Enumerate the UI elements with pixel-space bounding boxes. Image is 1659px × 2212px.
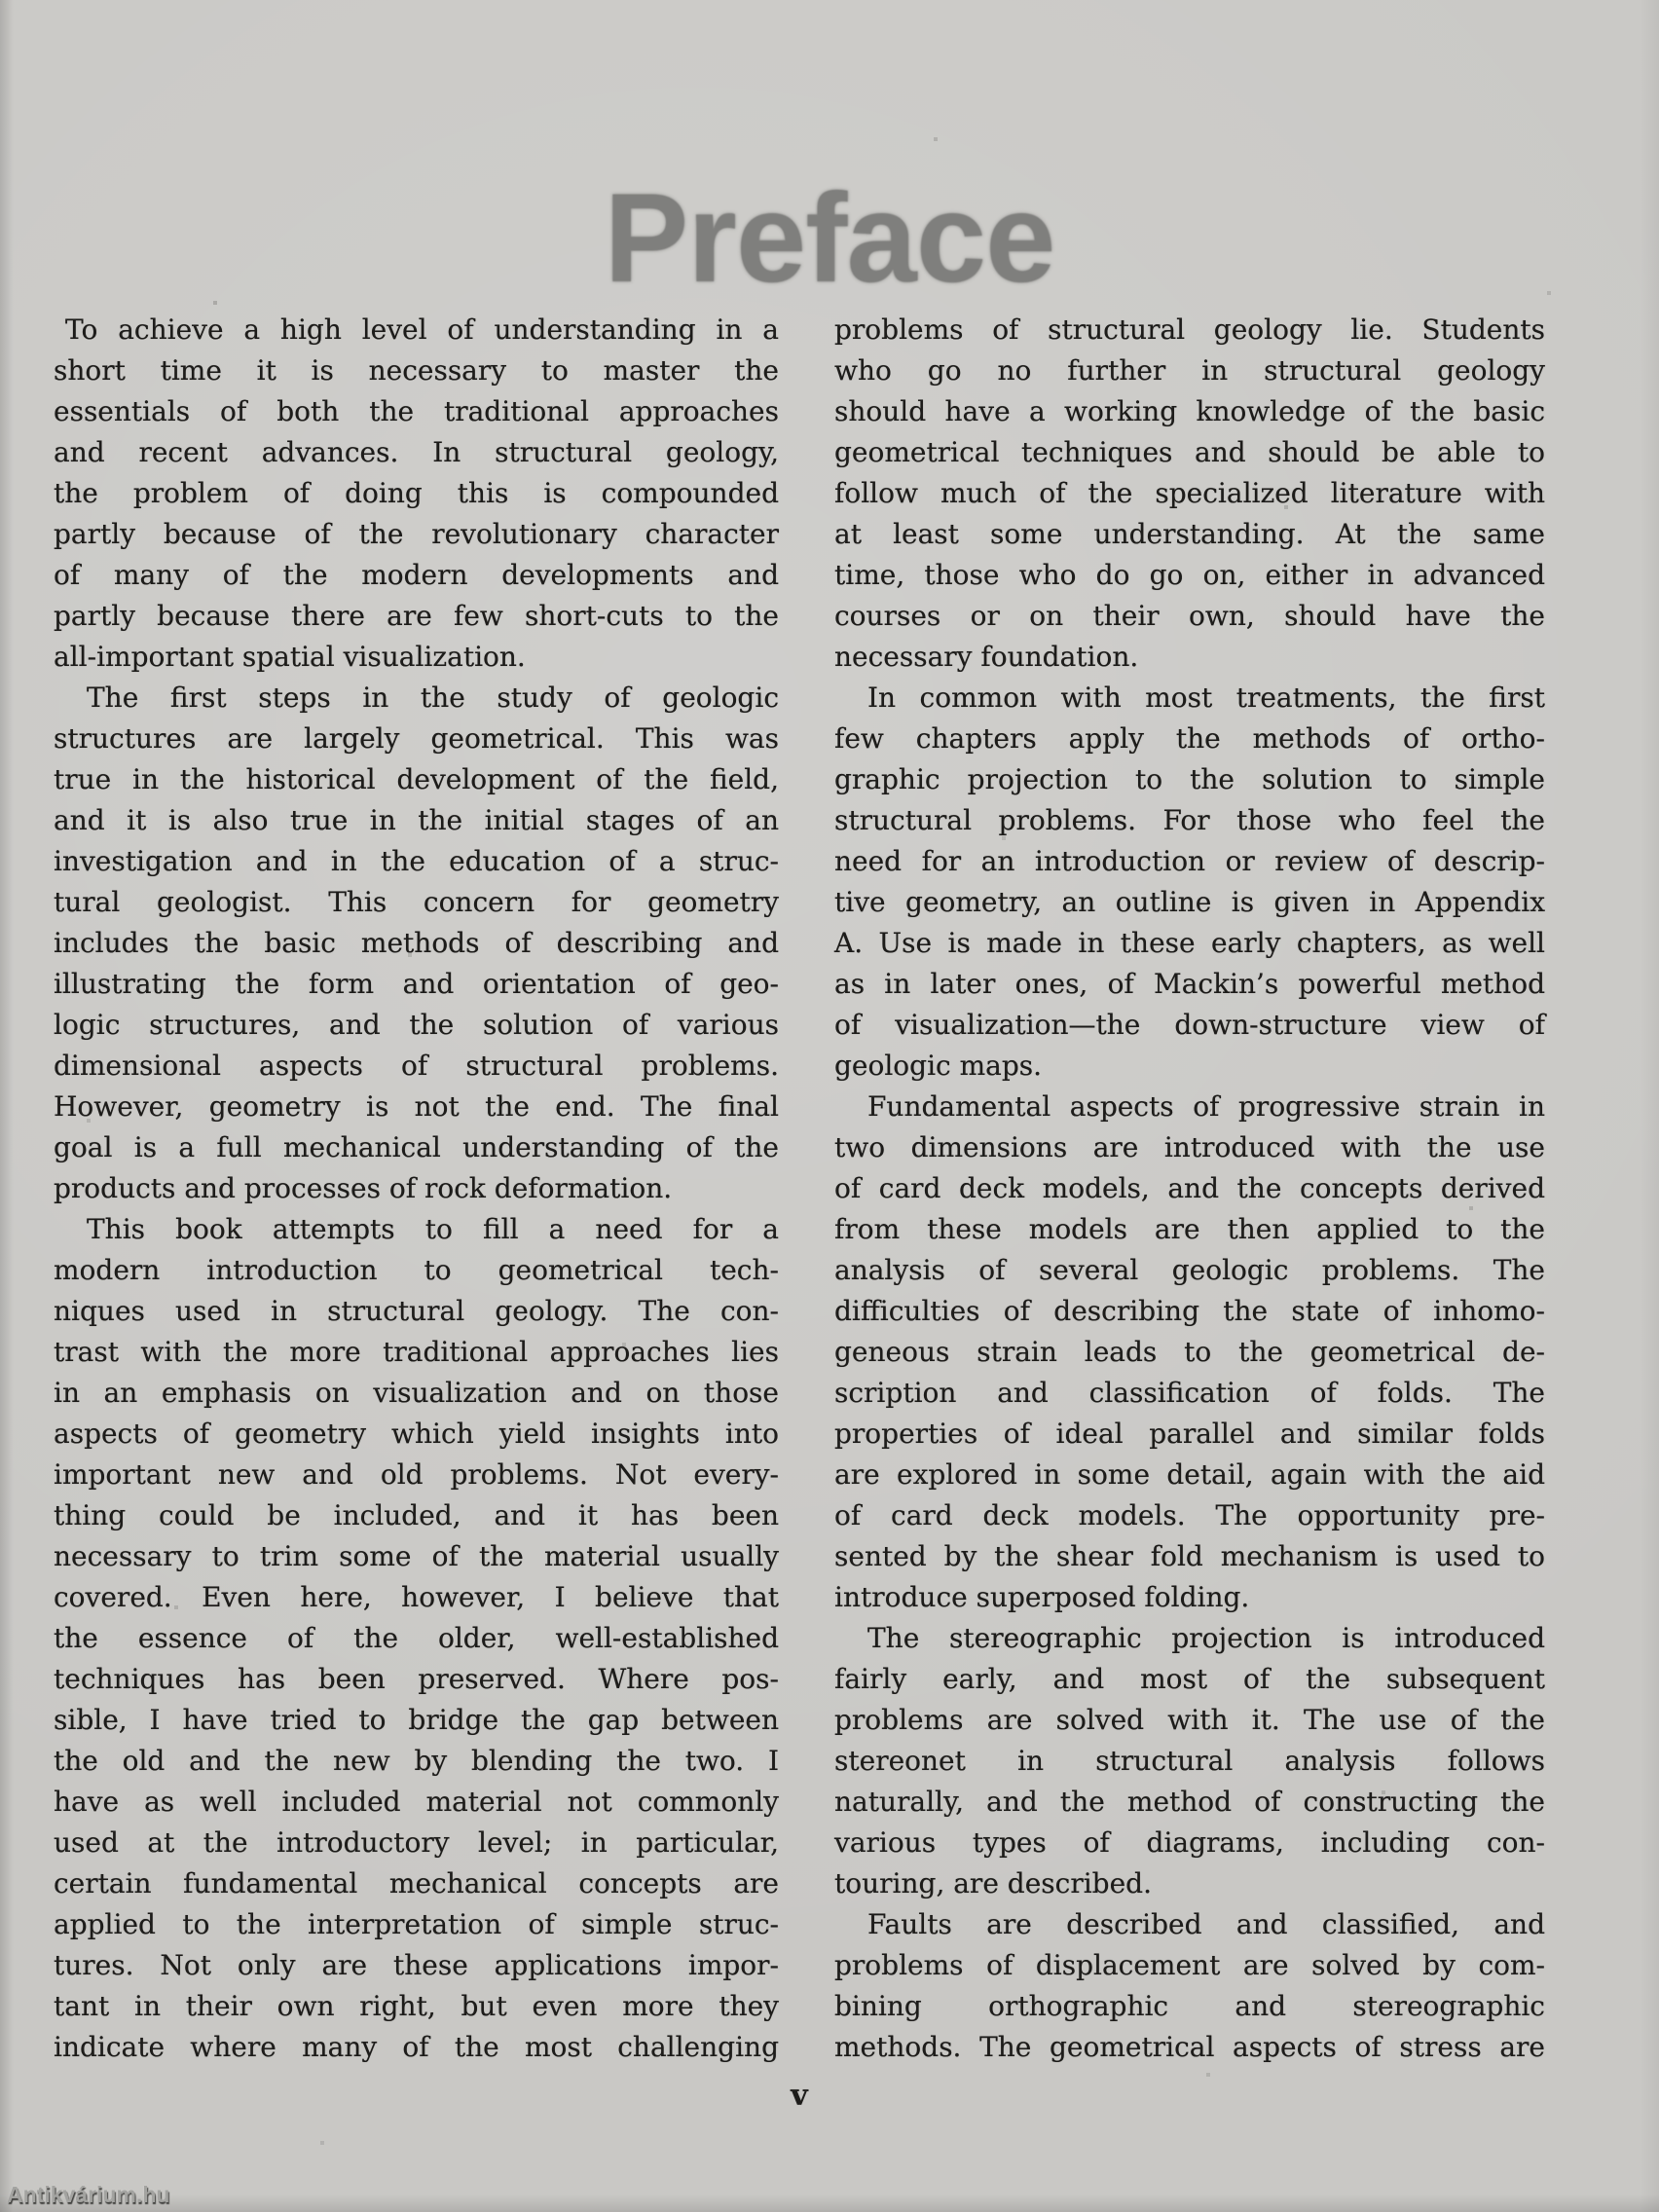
- text-line: should have a working knowledge of the basic: [834, 395, 1545, 427]
- text-line: methods. The geometrical aspects of stress are: [834, 2031, 1545, 2063]
- text-line: various types of diagrams, including con-: [834, 1826, 1545, 1859]
- text-line: two dimensions are introduced with the use: [834, 1131, 1545, 1163]
- text-line: structures are largely geometrical. This was: [54, 722, 779, 755]
- paragraph: [834, 1618, 1545, 1904]
- text-line: applied to the interpretation of simple struc-: [54, 1908, 779, 1940]
- text-line: time, those who do go on, either in advanced: [834, 559, 1545, 591]
- text-line: stereonet in structural analysis follows: [834, 1745, 1545, 1777]
- text-line: techniques has been preserved. Where pos-: [54, 1663, 779, 1695]
- text-line: tures. Not only are these applications impor-: [54, 1949, 779, 1981]
- text-line: follow much of the specialized literature with: [834, 477, 1545, 509]
- text-line: of many of the modern developments and: [54, 559, 779, 591]
- text-line: the old and the new by blending the two. I: [54, 1745, 779, 1777]
- page-title: Preface: [604, 166, 1055, 310]
- text-line: certain fundamental mechanical concepts are: [54, 1867, 779, 1899]
- paragraph: [834, 310, 1545, 678]
- text-line: structural problems. For those who feel the: [834, 804, 1545, 836]
- text-line: all-important spatial visualization.: [54, 641, 526, 673]
- paper-speckles: [0, 0, 2, 2]
- text-line: fairly early, and most of the subsequent: [834, 1663, 1545, 1695]
- text-line: geologic maps.: [834, 1050, 1043, 1082]
- text-line: who go no further in structural geology: [834, 354, 1545, 387]
- text-line: sible, I have tried to bridge the gap between: [54, 1704, 779, 1736]
- text-line: problems are solved with it. The use of the: [834, 1704, 1545, 1736]
- paragraph: [54, 310, 779, 678]
- text-line: touring, are described.: [834, 1867, 1152, 1899]
- text-line: partly because of the revolutionary character: [54, 518, 779, 550]
- text-line: dimensional aspects of structural problems.: [54, 1050, 779, 1082]
- paragraph: [834, 678, 1545, 1087]
- text-line: problems of displacement are solved by com-: [834, 1949, 1545, 1981]
- text-line: tant in their own right, but even more they: [54, 1990, 779, 2022]
- text-line: short time it is necessary to master the: [54, 354, 779, 387]
- text-line: logic structures, and the solution of various: [54, 1009, 779, 1041]
- watermark: Antikvárium.hu: [7, 2182, 170, 2207]
- text-line: This book attempts to fill a need for a: [87, 1213, 779, 1245]
- text-line: in an emphasis on visualization and on those: [54, 1377, 779, 1409]
- text-line: naturally, and the method of constructing the: [834, 1786, 1545, 1818]
- text-line: scription and classification of folds. The: [834, 1377, 1545, 1409]
- text-line: necessary foundation.: [834, 641, 1139, 673]
- text-line: necessary to trim some of the material usually: [54, 1540, 779, 1572]
- text-line: as in later ones, of Mackin’s powerful method: [834, 968, 1545, 1000]
- text-line: covered. Even here, however, I believe that: [54, 1581, 779, 1613]
- text-line: The first steps in the study of geologic: [87, 682, 779, 714]
- text-line: have as well included material not commonly: [54, 1786, 779, 1818]
- text-line: need for an introduction or review of descrip-: [834, 845, 1545, 877]
- text-line: thing could be included, and it has been: [54, 1499, 779, 1531]
- text-line: the essence of the older, well-established: [54, 1622, 779, 1654]
- text-line: tive geometry, an outline is given in Appendix: [834, 886, 1545, 918]
- text-line: are explored in some detail, again with the aid: [834, 1458, 1545, 1491]
- text-line: essentials of both the traditional approaches: [54, 395, 779, 427]
- text-line: aspects of geometry which yield insights into: [54, 1418, 779, 1450]
- text-line: niques used in structural geology. The con-: [54, 1295, 779, 1327]
- text-line: sented by the shear fold mechanism is used to: [834, 1540, 1545, 1572]
- text-line: The stereographic projection is introduced: [867, 1622, 1545, 1654]
- text-line: true in the historical development of the field,: [54, 763, 779, 795]
- text-line: difficulties of describing the state of inhomo-: [834, 1295, 1545, 1327]
- text-column-left: [54, 310, 779, 2068]
- text-line: illustrating the form and orientation of geo-: [54, 968, 779, 1000]
- paragraph: [834, 1087, 1545, 1618]
- text-line: tural geologist. This concern for geometry: [54, 886, 779, 918]
- text-line: used at the introductory level; in particular,: [54, 1826, 779, 1859]
- text-line: investigation and in the education of a struc-: [54, 845, 779, 877]
- text-line: products and processes of rock deformation.: [54, 1172, 673, 1204]
- text-line: at least some understanding. At the same: [834, 518, 1545, 550]
- text-line: trast with the more traditional approaches lies: [54, 1336, 779, 1368]
- text-line: important new and old problems. Not every-: [54, 1458, 779, 1491]
- text-line: introduce superposed folding.: [834, 1581, 1250, 1613]
- page-number: v: [791, 2079, 808, 2113]
- text-line: modern introduction to geometrical tech-: [54, 1254, 779, 1286]
- text-line: partly because there are few short-cuts to the: [54, 600, 779, 632]
- text-line: goal is a full mechanical understanding of the: [54, 1131, 779, 1163]
- text-line: However, geometry is not the end. The final: [54, 1090, 779, 1123]
- text-line: of card deck models. The opportunity pre-: [834, 1499, 1545, 1531]
- text-line: from these models are then applied to the: [834, 1213, 1545, 1245]
- paragraph: [834, 1904, 1545, 2068]
- text-line: few chapters apply the methods of ortho-: [834, 722, 1545, 755]
- text-line: To achieve a high level of understanding in a: [65, 313, 779, 346]
- text-line: geneous strain leads to the geometrical de-: [834, 1336, 1545, 1368]
- text-line: properties of ideal parallel and similar folds: [834, 1418, 1545, 1450]
- text-line: the problem of doing this is compounded: [54, 477, 779, 509]
- text-line: geometrical techniques and should be able to: [834, 436, 1545, 468]
- text-line: A. Use is made in these early chapters, as well: [834, 927, 1545, 959]
- text-line: includes the basic methods of describing and: [54, 927, 779, 959]
- text-line: problems of structural geology lie. Students: [834, 313, 1545, 346]
- text-line: In common with most treatments, the first: [867, 682, 1545, 714]
- text-line: of visualization—the down-structure view of: [834, 1009, 1545, 1041]
- text-line: indicate where many of the most challenging: [54, 2031, 779, 2063]
- text-column-right: [834, 310, 1545, 2068]
- text-line: analysis of several geologic problems. The: [834, 1254, 1545, 1286]
- text-line: of card deck models, and the concepts derived: [834, 1172, 1545, 1204]
- text-line: and it is also true in the initial stages of an: [54, 804, 779, 836]
- text-line: Faults are described and classified, and: [867, 1908, 1545, 1940]
- text-line: Fundamental aspects of progressive strain in: [867, 1090, 1545, 1123]
- text-line: bining orthographic and stereographic: [834, 1990, 1545, 2022]
- text-line: graphic projection to the solution to simple: [834, 763, 1545, 795]
- text-line: and recent advances. In structural geology,: [54, 436, 779, 468]
- paragraph: [54, 678, 779, 1209]
- text-line: courses or on their own, should have the: [834, 600, 1545, 632]
- paragraph: [54, 1209, 779, 2068]
